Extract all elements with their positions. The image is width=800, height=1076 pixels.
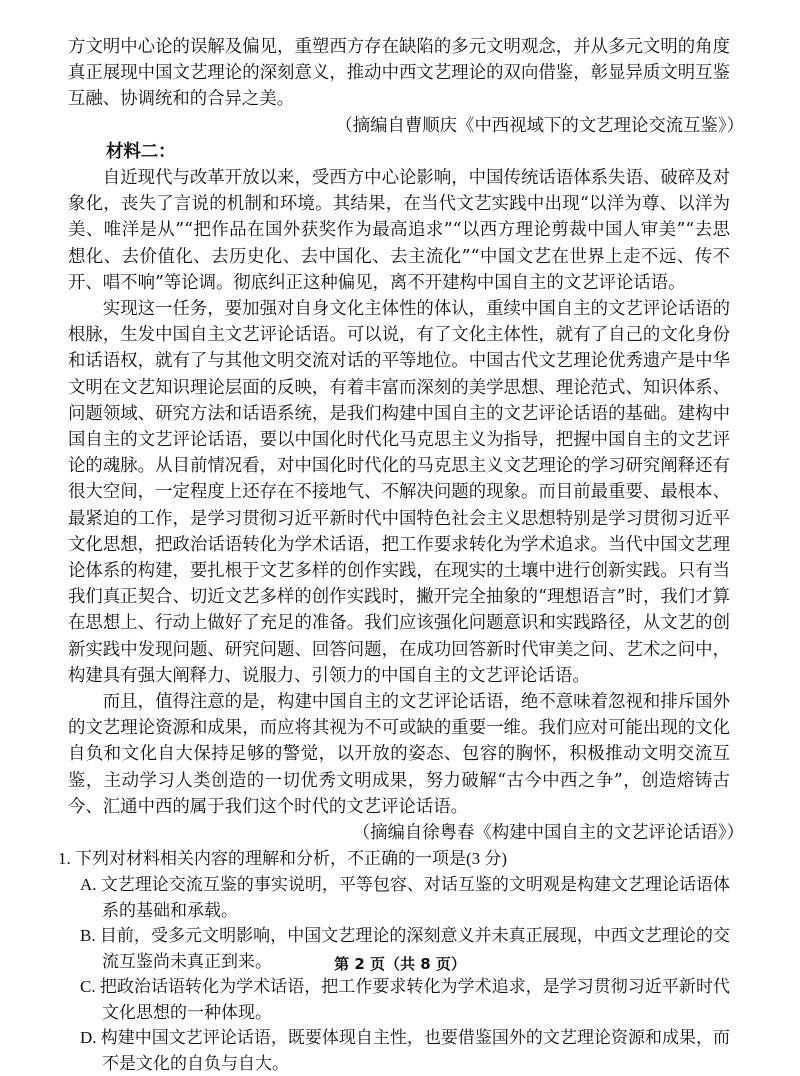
material1-paragraph-end: 方文明中心论的误解及偏见，重塑西方存在缺陷的多元文明观念，并从多元文明的角度真正展现中国文艺理论的深刻意义，推动中西文艺理论的双向借鉴，彰显异质文明互鉴互融、协调统和的合异之美。 [68,37,730,110]
question-1-option-c: C. 把政治话语转化为学术话语，把工作要求转化为学术追求，是学习贯彻习近平新时代文化思想的一种体现。 [80,977,730,1022]
material2-source: （摘编自徐粤春《构建中国自主的文艺评论话语》） [352,823,744,844]
exam-page [58,34,744,1076]
question-1-option-b: B. 目前，受多元文明影响，中国文艺理论的深刻意义并未真正展现，中西文艺理论的交流互鉴尚未真正到来。 [80,926,730,971]
material2-heading: 材料二： [106,141,176,162]
question-1-option-a: A. 文艺理论交流互鉴的事实说明，平等包容、对话互鉴的文明观是构建文艺理论话语体系的基础和承载。 [80,875,730,920]
material2-paragraph-3: 而且，值得注意的是，构建中国自主的文艺评论话语，绝不意味着忽视和排斥国外的文艺理论资源和成果，而应将其视为不可或缺的重要一维。我们应对可能出现的文化自负和文化自大保持足够的警觉，以开放的姿态、包容的胸怀，积极推动文明交流互鉴，主动学习人类创造的一切优秀文明成果，努力破解“古今中西之争”，创造熔铸古今、汇通中西的属于我们这个时代的文艺评论话语。 [68,692,730,817]
page-footer: 第 2 页（共 8 页） [334,955,466,973]
material2-paragraph-1: 自近现代与改革开放以来，受西方中心论影响，中国传统话语体系失语、破碎及对象化，丧失了言说的机制和环境。其结果，在当代文艺实践中出现“以洋为尊、以洋为美、唯洋是从”“把作品在国外获奖作为最高追求”“以西方理论剪裁中国人审美”“去思想化、去价值化、去历史化、去中国化、去主流化”“中国文艺在世界上走不远、传不开、唱不响”等论调。彻底纠正这种偏见，离不开建构中国自主的文艺评论话语。 [68,168,730,293]
question-1-stem: 1. 下列对材料相关内容的理解和分析，不正确的一项是(3 分) [58,849,508,869]
material1-source: （摘编自曹顺庆《中西视域下的文艺理论交流互鉴》） [335,115,744,136]
question-1-option-d: D. 构建中国文艺评论话语，既要体现自主性，也要借鉴国外的文艺理论资源和成果，而不是文化的自负与自大。 [80,1028,730,1073]
material2-paragraph-2: 实现这一任务，要加强对自身文化主体性的体认，重续中国自主的文艺评论话语的根脉，生发中国自主文艺评论话语。可以说，有了文化主体性，就有了自己的文化身份和话语权，就有了与其他文明交流对话的平等地位。中国古代文艺理论优秀遗产是中华文明在文艺知识理论层面的反映，有着丰富而深刻的美学思想、理论范式、知识体系、问题领域、研究方法和话语系统，是我们构建中国自主的文艺评论话语的基础。建构中国自主的文艺评论话语，要以中国化时代化马克思主义为指导，把握中国自主的文艺评论的魂脉。从目前情况看，对中国化时代化的马克思主义文艺理论的学习研究阐释还有很大空间，一定程度上还存在不接地气、不解决问题的现象。而目前最重要、最根本、最紧迫的工作，是学习贯彻习近平新时代中国特色社会主义思想特别是学习贯彻习近平文化思想，把政治话语转化为学术话语，把工作要求转化为学术追求。当代中国文艺理论体系的构建，要扎根于文艺多样的创作实践，在现实的土壤中进行创新实践。只有当我们真正契合、切近文艺多样的创作实践时，撇开完全抽象的“理想语言”时，我们才算在思想上、行动上做好了充足的准备。我们应该强化问题意识和实践路径，从文艺的创新实践中发现问题、研究问题、回答问题，在成功回答新时代审美之问、艺术之问中，构建具有强大阐释力、说服力、引领力的中国自主的文艺评论话语。 [68,299,730,686]
